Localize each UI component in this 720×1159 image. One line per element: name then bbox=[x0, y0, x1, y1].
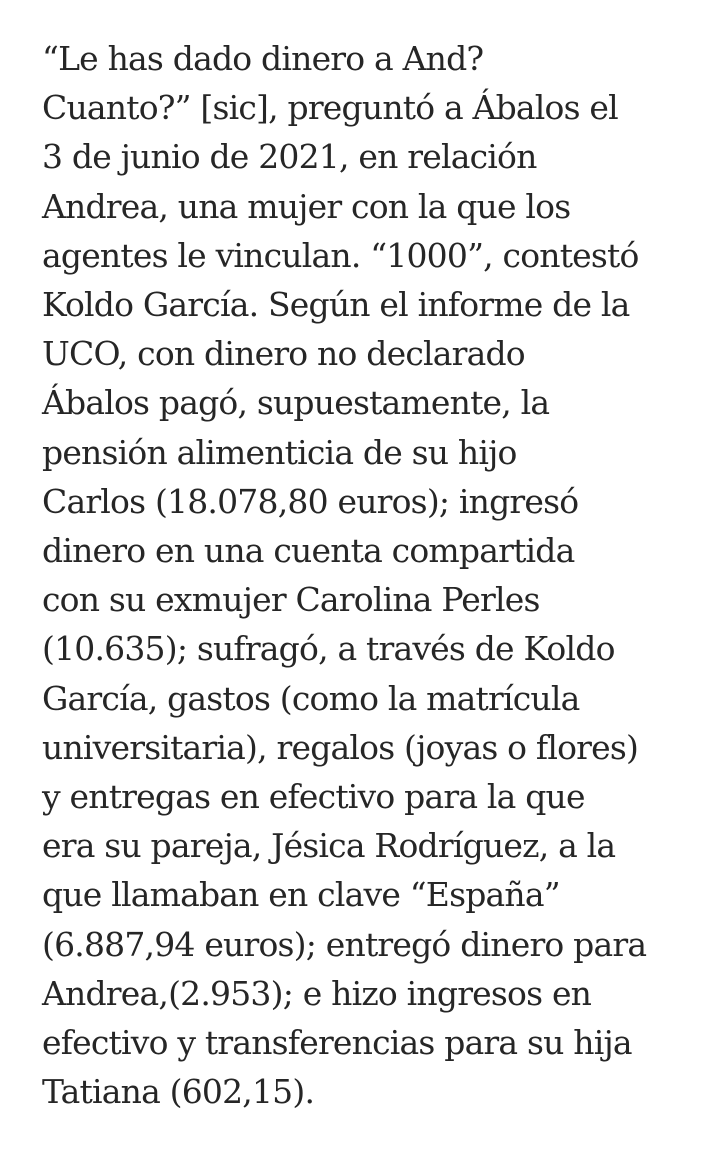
text-line: Koldo García. Según el informe de la bbox=[42, 285, 630, 325]
text-line: (10.635); sufragó, a través de Koldo bbox=[42, 629, 615, 669]
text-line: agentes le vinculan. “1000”, contestó bbox=[42, 235, 639, 275]
text-line: con su exmujer Carolina Perles bbox=[42, 580, 540, 620]
text-line: que llamaban en clave “España” bbox=[42, 875, 560, 915]
text-line: y entregas en efectivo para la que bbox=[42, 777, 585, 817]
text-line: era su pareja, Jésica Rodríguez, a la bbox=[42, 826, 616, 866]
text-line: dinero en una cuenta compartida bbox=[42, 531, 575, 571]
text-line: Tatiana (602,15). bbox=[42, 1072, 315, 1112]
text-line: Cuanto?” [sic], preguntó a Ábalos el bbox=[42, 88, 618, 128]
text-line: “Le has dado dinero a And? bbox=[42, 39, 484, 78]
text-line: universitaria), regalos (joyas o flores) bbox=[42, 727, 639, 767]
text-line: Carlos (18.078,80 euros); ingresó bbox=[42, 481, 579, 521]
text-line: Andrea, una mujer con la que los bbox=[42, 186, 571, 226]
text-line: Ábalos pagó, supuestamente, la bbox=[42, 383, 550, 423]
text-line: García, gastos (como la matrícula bbox=[42, 678, 580, 718]
text-line: (6.887,94 euros); entregó dinero para bbox=[42, 924, 647, 964]
text-line: 3 de junio de 2021, en relación bbox=[42, 137, 537, 177]
text-line: UCO, con dinero no declarado bbox=[42, 334, 525, 374]
text-line: pensión alimenticia de su hijo bbox=[42, 432, 517, 472]
text-line: efectivo y transferencias para su hija bbox=[42, 1023, 632, 1063]
article-paragraph bbox=[42, 34, 702, 1116]
text-line: Andrea,(2.953); e hizo ingresos en bbox=[42, 973, 592, 1013]
